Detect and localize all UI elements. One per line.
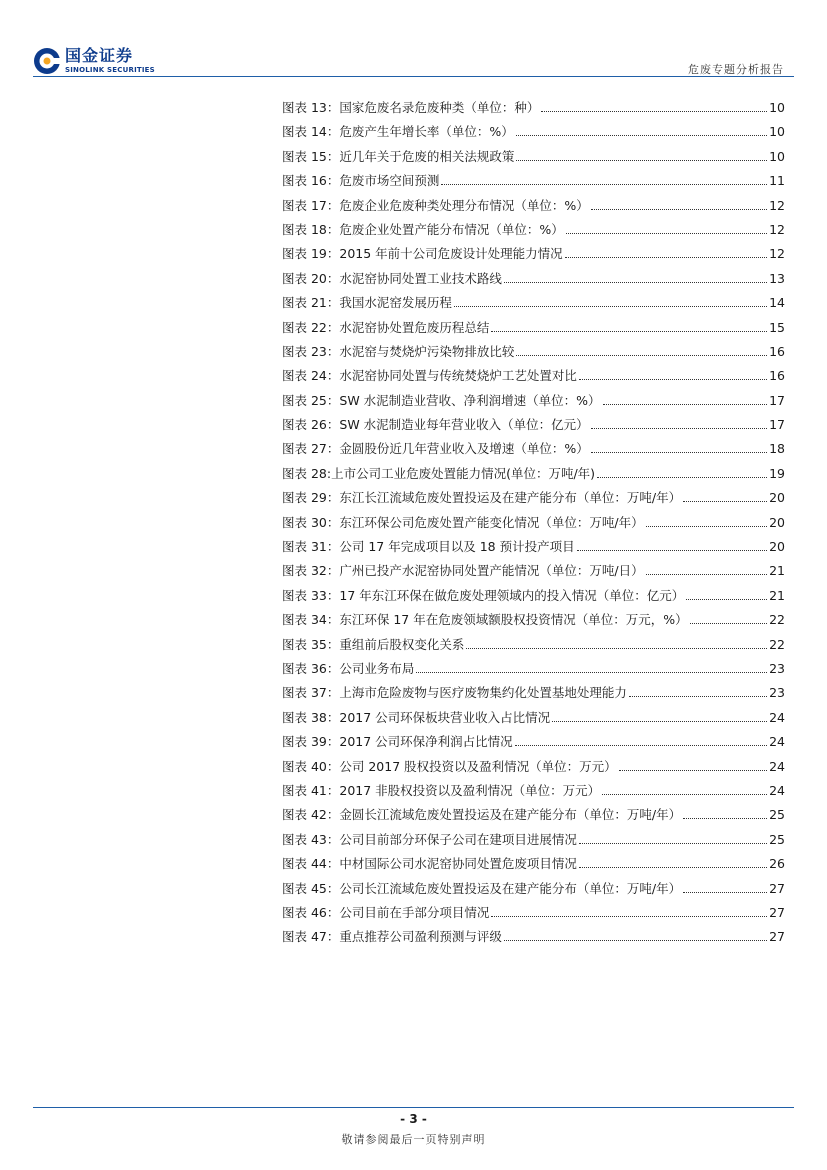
report-title: 危废专题分析报告 bbox=[688, 63, 784, 76]
toc-entry-page: 17 bbox=[769, 392, 785, 408]
toc-entry-label: 图表 39：2017 公司环保净利润占比情况 bbox=[282, 734, 513, 750]
toc-entry[interactable] bbox=[282, 854, 785, 878]
toc-leader-dots bbox=[552, 721, 767, 722]
toc-entry[interactable] bbox=[282, 805, 785, 829]
toc-entry-label: 图表 27：金圆股份近几年营业收入及增速（单位：%） bbox=[282, 441, 589, 457]
toc-entry[interactable] bbox=[282, 561, 785, 585]
toc-leader-dots bbox=[619, 770, 767, 771]
toc-entry[interactable] bbox=[282, 464, 785, 488]
toc-entry-label: 图表 20：水泥窑协同处置工业技术路线 bbox=[282, 270, 502, 286]
toc-entry-label: 图表 43：公司目前部分环保子公司在建项目进展情况 bbox=[282, 831, 577, 847]
toc-leader-dots bbox=[591, 209, 767, 210]
toc-entry-page: 27 bbox=[769, 880, 785, 896]
toc-leader-dots bbox=[491, 331, 767, 332]
toc-entry-page: 24 bbox=[769, 758, 785, 774]
toc-entry[interactable] bbox=[282, 537, 785, 561]
toc-entry-page: 21 bbox=[769, 563, 785, 579]
toc-entry[interactable] bbox=[282, 879, 785, 903]
toc-entry-page: 22 bbox=[769, 612, 785, 628]
toc-leader-dots bbox=[441, 184, 767, 185]
toc-entry-label: 图表 26：SW 水泥制造业每年营业收入（单位：亿元） bbox=[282, 417, 589, 433]
page-header bbox=[0, 0, 827, 80]
toc-entry-page: 12 bbox=[769, 221, 785, 237]
header-divider bbox=[33, 76, 794, 77]
toc-entry[interactable] bbox=[282, 927, 785, 951]
toc-entry-label: 图表 25：SW 水泥制造业营收、净利润增速（单位：%） bbox=[282, 392, 601, 408]
toc-entry[interactable] bbox=[282, 366, 785, 390]
toc-leader-dots bbox=[466, 648, 767, 649]
toc-entry[interactable] bbox=[282, 683, 785, 707]
footer-divider bbox=[33, 1107, 794, 1108]
toc-entry-page: 25 bbox=[769, 831, 785, 847]
toc-entry[interactable] bbox=[282, 757, 785, 781]
toc-leader-dots bbox=[515, 745, 767, 746]
toc-leader-dots bbox=[516, 135, 767, 136]
toc-entry-label: 图表 38：2017 公司环保板块营业收入占比情况 bbox=[282, 709, 551, 725]
toc-entry[interactable] bbox=[282, 439, 785, 463]
toc-leader-dots bbox=[577, 550, 768, 551]
toc-entry-label: 图表 14：危废产生年增长率（单位：%） bbox=[282, 124, 514, 140]
toc-entry[interactable] bbox=[282, 147, 785, 171]
toc-entry-label: 图表 18：危废企业处置产能分布情况（单位：%） bbox=[282, 221, 564, 237]
toc-leader-dots bbox=[541, 111, 767, 112]
toc-leader-dots bbox=[416, 672, 767, 673]
toc-entry-page: 24 bbox=[769, 782, 785, 798]
toc-entry-label: 图表 17：危废企业危废种类处理分布情况（单位：%） bbox=[282, 197, 589, 213]
toc-leader-dots bbox=[603, 404, 768, 405]
toc-entry-label: 图表 37：上海市危险废物与医疗废物集约化处置基地处理能力 bbox=[282, 685, 627, 701]
toc-entry-page: 20 bbox=[769, 490, 785, 506]
toc-entry-page: 18 bbox=[769, 441, 785, 457]
toc-entry-page: 22 bbox=[769, 636, 785, 652]
toc-entry-label: 图表 30：东江环保公司危废处置产能变化情况（单位：万吨/年） bbox=[282, 514, 644, 530]
toc-entry-label: 图表 23：水泥窑与焚烧炉污染物排放比较 bbox=[282, 343, 515, 359]
toc-leader-dots bbox=[683, 501, 767, 502]
toc-leader-dots bbox=[565, 257, 767, 258]
toc-entry-page: 13 bbox=[769, 270, 785, 286]
toc-entry[interactable] bbox=[282, 635, 785, 659]
toc-entry-label: 图表 28:上市公司工业危废处置能力情况(单位：万吨/年) bbox=[282, 465, 596, 481]
toc-leader-dots bbox=[579, 867, 767, 868]
toc-leader-dots bbox=[597, 477, 767, 478]
toc-entry-label: 图表 42：金圆长江流域危废处置投运及在建产能分布（单位：万吨/年） bbox=[282, 807, 682, 823]
toc-leader-dots bbox=[646, 574, 768, 575]
toc-entry-page: 21 bbox=[769, 587, 785, 603]
toc-entry[interactable] bbox=[282, 122, 785, 146]
toc-entry[interactable] bbox=[282, 196, 785, 220]
toc-leader-dots bbox=[516, 355, 767, 356]
toc-entry-page: 23 bbox=[769, 685, 785, 701]
toc-entry-page: 11 bbox=[769, 173, 785, 189]
toc-entry-label: 图表 36：公司业务布局 bbox=[282, 660, 415, 676]
toc-entry[interactable] bbox=[282, 708, 785, 732]
toc-entry-page: 17 bbox=[769, 417, 785, 433]
toc-leader-dots bbox=[683, 818, 767, 819]
toc-entry-label: 图表 21：我国水泥窑发展历程 bbox=[282, 295, 452, 311]
toc-entry-page: 20 bbox=[769, 514, 785, 530]
toc-entry[interactable] bbox=[282, 98, 785, 122]
toc-leader-dots bbox=[491, 916, 767, 917]
toc-entry-label: 图表 33：17 年东江环保在做危废处理领域内的投入情况（单位：亿元） bbox=[282, 587, 685, 603]
toc-entry-label: 图表 22：水泥窑协处置危废历程总结 bbox=[282, 319, 490, 335]
toc-entry-page: 19 bbox=[769, 465, 785, 481]
toc-leader-dots bbox=[566, 233, 767, 234]
toc-entry-page: 16 bbox=[769, 343, 785, 359]
toc-entry[interactable] bbox=[282, 415, 785, 439]
toc-leader-dots bbox=[683, 892, 767, 893]
toc-entry[interactable] bbox=[282, 732, 785, 756]
logo-text-en: SINOLINK SECURITIES bbox=[65, 66, 155, 74]
toc-entry-page: 25 bbox=[769, 807, 785, 823]
toc-entry[interactable] bbox=[282, 342, 785, 366]
toc-entry[interactable] bbox=[282, 171, 785, 195]
toc-leader-dots bbox=[504, 282, 767, 283]
toc-leader-dots bbox=[629, 696, 767, 697]
toc-leader-dots bbox=[602, 794, 767, 795]
toc-leader-dots bbox=[504, 940, 767, 941]
toc-entry[interactable] bbox=[282, 610, 785, 634]
toc-entry-label: 图表 44：中材国际公司水泥窑协同处置危废项目情况 bbox=[282, 856, 577, 872]
toc-entry-page: 10 bbox=[769, 100, 785, 115]
toc-entry-label: 图表 32：广州已投产水泥窑协同处置产能情况（单位：万吨/日） bbox=[282, 563, 644, 579]
toc-leader-dots bbox=[579, 379, 767, 380]
toc-entry[interactable] bbox=[282, 244, 785, 268]
toc-entry-label: 图表 47：重点推荐公司盈利预测与评级 bbox=[282, 929, 502, 945]
toc-entry[interactable] bbox=[282, 220, 785, 244]
toc-entry-page: 12 bbox=[769, 197, 785, 213]
toc-leader-dots bbox=[686, 599, 767, 600]
toc-entry[interactable] bbox=[282, 391, 785, 415]
toc-entry[interactable] bbox=[282, 659, 785, 683]
toc-entry-page: 24 bbox=[769, 709, 785, 725]
toc-entry[interactable] bbox=[282, 781, 785, 805]
toc-entry-page: 14 bbox=[769, 295, 785, 311]
toc-entry-page: 12 bbox=[769, 246, 785, 262]
toc-entry-page: 24 bbox=[769, 734, 785, 750]
toc-leader-dots bbox=[690, 623, 767, 624]
toc-entry[interactable] bbox=[282, 318, 785, 342]
toc-entry-label: 图表 15：近几年关于危废的相关法规政策 bbox=[282, 148, 515, 164]
toc-leader-dots bbox=[454, 306, 767, 307]
toc-entry-page: 16 bbox=[769, 368, 785, 384]
toc-entry[interactable] bbox=[282, 830, 785, 854]
toc-entry[interactable] bbox=[282, 586, 785, 610]
toc-entry-page: 20 bbox=[769, 539, 785, 555]
toc-entry-page: 10 bbox=[769, 124, 785, 140]
toc-entry-label: 图表 46：公司目前在手部分项目情况 bbox=[282, 904, 490, 920]
toc-entry[interactable] bbox=[282, 488, 785, 512]
toc-entry-label: 图表 24：水泥窑协同处置与传统焚烧炉工艺处置对比 bbox=[282, 368, 577, 384]
toc-entry-label: 图表 29：东江长江流域危废处置投运及在建产能分布（单位：万吨/年） bbox=[282, 490, 682, 506]
toc-entry-label: 图表 16：危废市场空间预测 bbox=[282, 173, 440, 189]
page-number: - 3 - bbox=[400, 1112, 427, 1126]
toc-entry-label: 图表 41：2017 非股权投资以及盈利情况（单位：万元） bbox=[282, 782, 601, 798]
toc-entry-page: 23 bbox=[769, 660, 785, 676]
toc-entry-page: 15 bbox=[769, 319, 785, 335]
toc-entry[interactable] bbox=[282, 903, 785, 927]
toc-entry-label: 图表 40：公司 2017 股权投资以及盈利情况（单位：万元） bbox=[282, 758, 617, 774]
toc-entry-label: 图表 19：2015 年前十公司危废设计处理能力情况 bbox=[282, 246, 563, 262]
toc-entry[interactable] bbox=[282, 513, 785, 537]
toc-leader-dots bbox=[646, 526, 768, 527]
toc-entry-label: 图表 35：重组前后股权变化关系 bbox=[282, 636, 465, 652]
toc-entry-page: 26 bbox=[769, 856, 785, 872]
toc-leader-dots bbox=[579, 843, 767, 844]
toc-entry-page: 27 bbox=[769, 904, 785, 920]
sinolink-logo-icon bbox=[33, 47, 61, 75]
toc-entry-label: 图表 45：公司长江流域危废处置投运及在建产能分布（单位：万吨/年） bbox=[282, 880, 682, 896]
toc-entry[interactable] bbox=[282, 269, 785, 293]
toc-entry-page: 27 bbox=[769, 929, 785, 945]
toc-leader-dots bbox=[516, 160, 767, 161]
toc-leader-dots bbox=[591, 452, 767, 453]
table-of-contents bbox=[282, 98, 785, 952]
toc-entry[interactable] bbox=[282, 293, 785, 317]
toc-entry-label: 图表 13：国家危废名录危废种类（单位：种） bbox=[282, 100, 540, 115]
toc-entry-label: 图表 34：东江环保 17 年在危废领域额股权投资情况（单位：万元，%） bbox=[282, 612, 688, 628]
toc-leader-dots bbox=[591, 428, 767, 429]
toc-entry-label: 图表 31：公司 17 年完成项目以及 18 预计投产项目 bbox=[282, 539, 575, 555]
disclaimer-note: 敬请参阅最后一页特别声明 bbox=[341, 1133, 486, 1146]
toc-entry-page: 10 bbox=[769, 148, 785, 164]
logo-text-cn: 国金证券 bbox=[65, 46, 134, 65]
